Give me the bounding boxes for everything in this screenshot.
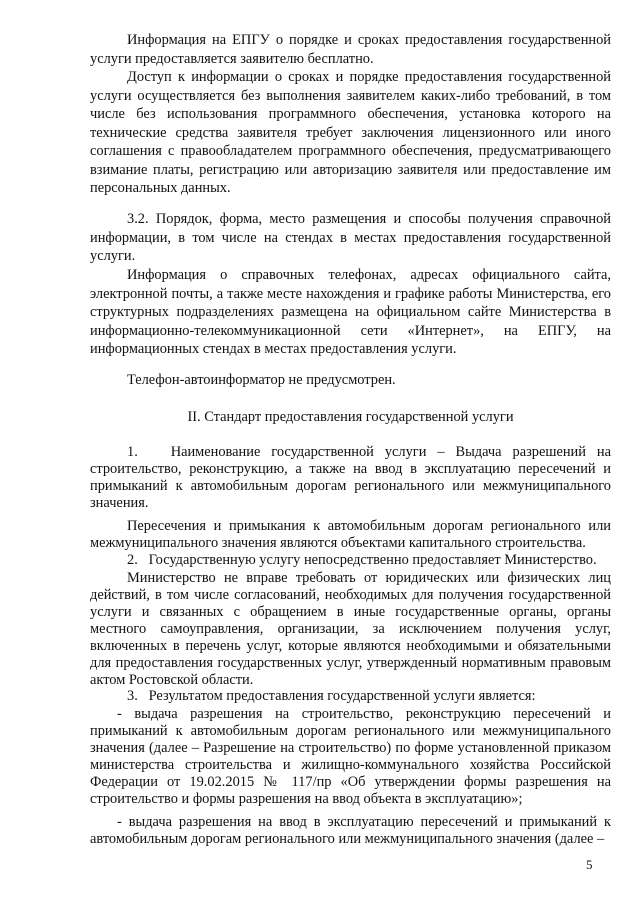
paragraph-contact-info: Информация о справочных телефонах, адресах официального сайта, электронной почты, а также месте нахождения и графике работы Министерства, его структурных подразделениях размещена на официальном сайте Министерства в информационно-телекоммуникационной сети «Интернет», на ЕПГУ, на информационных стендах в местах предоставления услуги. — [90, 267, 611, 357]
item-3-bullet-commissioning-permit: - выдача разрешения на ввод в эксплуатацию пересечений и примыканий к автомобильным дорогам регионального или межмуниципального значения (далее – — [90, 814, 611, 847]
paragraph-access-without-requirements: Доступ к информации о сроках и порядке предоставления государственной услуги осуществляется без выполнения заявителем каких-либо требований, в том числе без использования программного обеспечения, установка которого на технические средства заявителя требует заключения лицензионного или иного соглашения с правообладателем программного обеспечения, предусматривающего взимание платы, регистрацию или авторизацию заявителя или предоставление им персональных данных. — [90, 69, 611, 196]
paragraph-auto-informer: Телефон-автоинформатор не предусмотрен. — [127, 372, 396, 388]
item-2-provider: 2. Государственную услугу непосредственно предоставляет Министерство. — [127, 552, 597, 568]
item-2-note: Министерство не вправе требовать от юридических или физических лиц действий, в том числе согласований, необходимых для получения государственной услуги и связанных с обращением в иные государственные органы, органы местного самоуправления, организации, за исключением получения услуг, включенных в перечень услуг, которые являются необходимыми и обязательными для предоставления государственных услуг, утвержденный нормативным правовым актом Ростовской области. — [90, 570, 611, 688]
paragraph-epgu-free-info: Информация на ЕПГУ о порядке и сроках предоставления государственной услуги предоставляется заявителю бесплатно. — [90, 32, 611, 67]
page-number: 5 — [586, 857, 593, 872]
item-1-service-name: 1. Наименование государственной услуги – Выдача разрешений на строительство, реконструкцию, а также на ввод в эксплуатацию пересечений и примыканий к автомобильным дорогам регионального или межмуниципального значения. — [90, 444, 611, 511]
item-3-bullet-construction-permit: - выдача разрешения на строительство, реконструкцию пересечений и примыканий к автомобильным дорогам регионального или межмуниципального значения (далее – Разрешение на строительство) по форме установленной приказом министерства строительства и жилищно-коммунального хозяйства Российской Федерации от 19.02.2015 № 117/пр «Об утверждении формы разрешения на строительство и формы разрешения на ввод объекта в эксплуатацию»; — [90, 706, 611, 807]
item-1-note: Пересечения и примыкания к автомобильным дорогам регионального или межмуниципального значения являются объектами капитального строительства. — [90, 518, 611, 551]
item-3-result: 3. Результатом предоставления государственной услуги является: — [127, 688, 536, 704]
section-heading: II. Стандарт предоставления государственной услуги — [187, 409, 514, 425]
paragraph-3-2-reference-info: 3.2. Порядок, форма, место размещения и способы получения справочной информации, в том числе на стендах в местах предоставления государственной услуги. — [90, 211, 611, 264]
